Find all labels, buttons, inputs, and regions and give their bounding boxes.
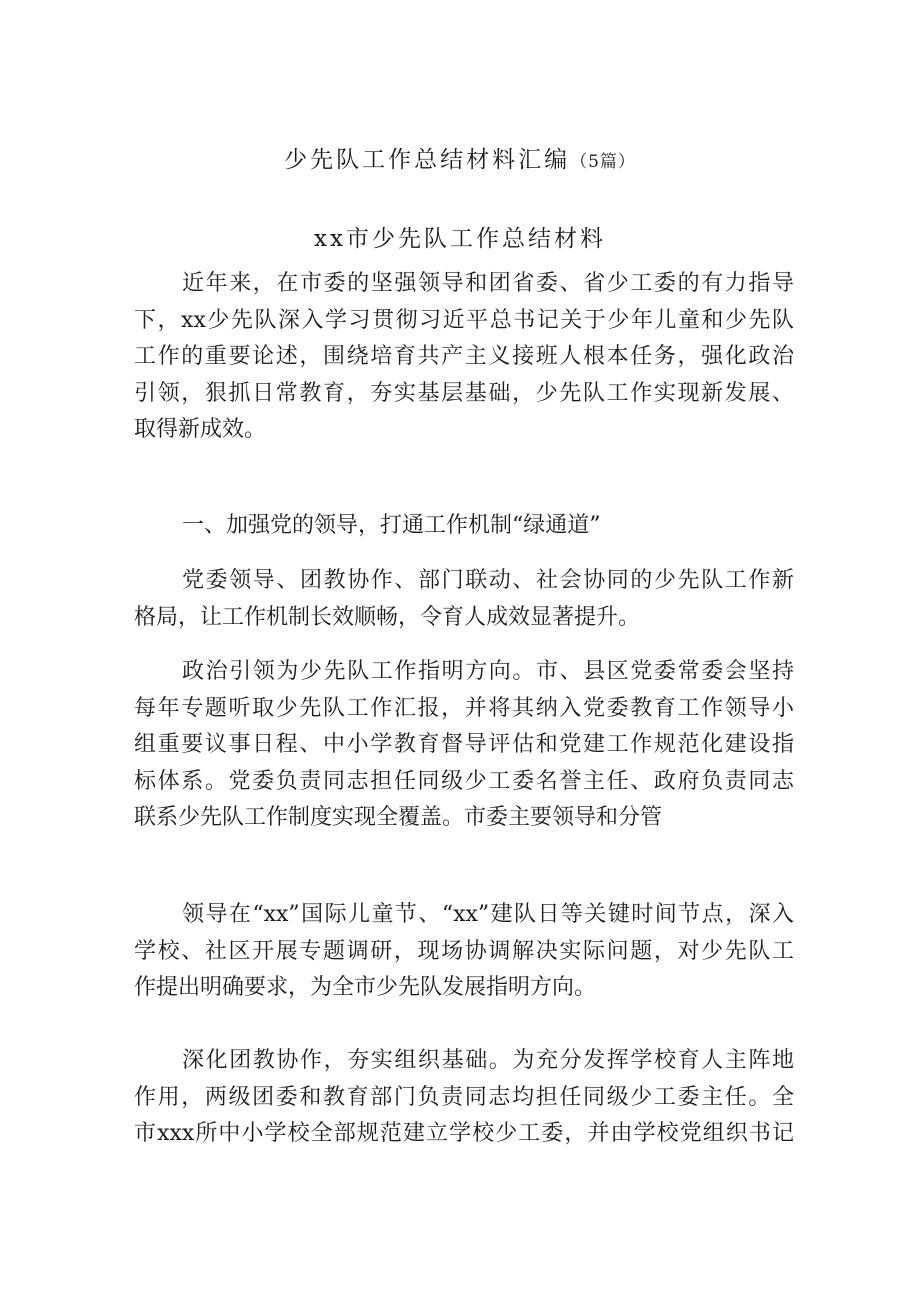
text-line: 取得新成效。 [134, 417, 267, 442]
paragraph [134, 897, 794, 1007]
text-line: 市xxx所中小学校全部规范建立学校少工委，并由学校党组织书记 [134, 1121, 794, 1146]
paragraph [134, 266, 794, 449]
text-line: 下，xx少先队深入学习贯彻习近平总书记关于少年儿童和少先队 [134, 307, 794, 333]
text-line: 作用，两级团委和教育部门负责同志均担任同级少工委主任。全 [134, 1084, 794, 1110]
title-suffix: （5篇） [570, 152, 636, 172]
text-line: 一、加强党的领导，打通工作机制“绿通道” [182, 513, 601, 538]
title-main: 少先队工作总结材料汇编 [284, 147, 571, 173]
text-line: 组重要议事日程、中小学教育督导评估和党建工作规范化建设指 [134, 732, 794, 757]
text-line: 领导在“xx”国际儿童节、“xx”建队日等关键时间节点，深入 [182, 902, 794, 927]
text-line: 党委领导、团教协作、部门联动、社会协同的少先队工作新 [182, 568, 794, 593]
paragraph [134, 654, 794, 837]
text-line: 近年来，在市委的坚强领导和团省委、省少工委的有力指导 [182, 271, 794, 296]
section-subtitle: xx市少先队工作总结材料 [314, 226, 606, 252]
text-line: 工作的重要论述，围绕培育共产主义接班人根本任务，强化政治 [134, 344, 794, 369]
text-line: 联系少先队工作制度实现全覆盖。市委主要领导和分管 [134, 805, 663, 830]
paragraph [134, 563, 794, 636]
text-line: 作提出明确要求，为全市少先队发展指明方向。 [134, 975, 597, 1000]
document-title [0, 144, 920, 178]
text-line: 引领，狠抓日常教育，夯实基层基础，少先队工作实现新发展、 [134, 380, 794, 406]
text-line: 深化团教协作，夯实组织基础。为充分发挥学校育人主阵地 [182, 1048, 794, 1073]
section-heading [134, 508, 794, 545]
paragraph [134, 1043, 794, 1153]
text-line: 每年专题听取少先队工作汇报，并将其纳入党委教育工作领导小 [134, 695, 794, 721]
text-line: 学校、社区开展专题调研，现场协调解决实际问题，对少先队工 [134, 938, 794, 964]
text-line: 格局，让工作机制长效顺畅，令育人成效显著提升。 [134, 604, 641, 630]
text-line: 标体系。党委负责同志担任同级少工委名誉主任、政府负责同志 [134, 768, 794, 794]
text-line: 政治引领为少先队工作指明方向。市、县区党委常委会坚持 [182, 659, 794, 684]
